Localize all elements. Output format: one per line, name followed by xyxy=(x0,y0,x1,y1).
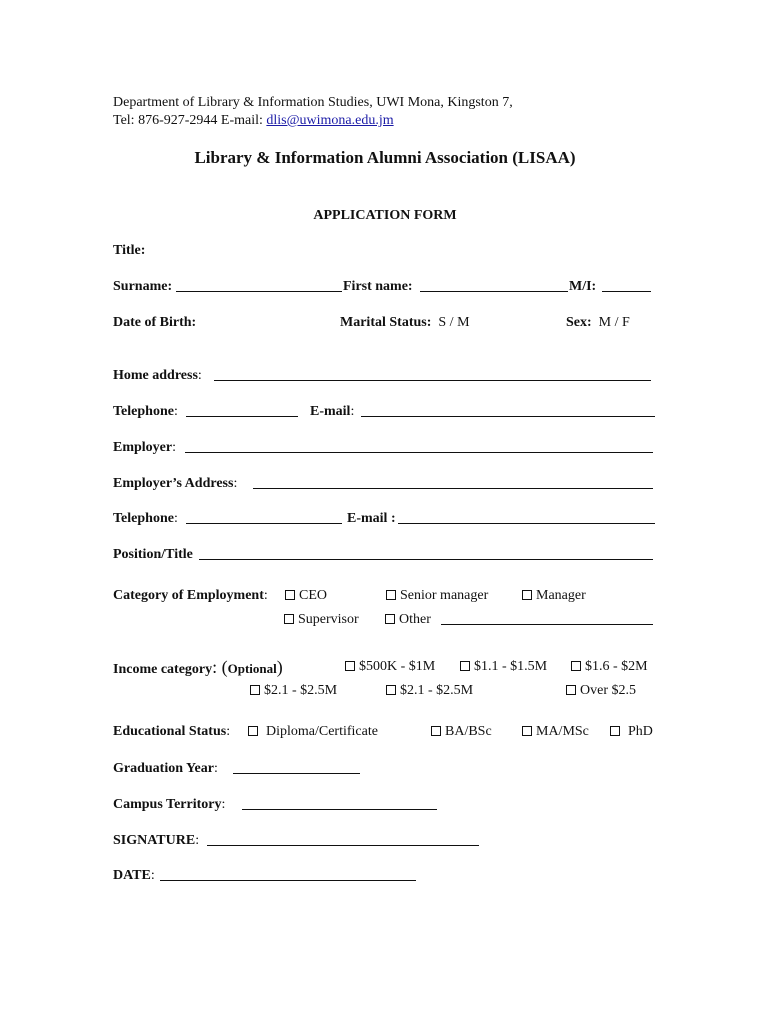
employer-field[interactable] xyxy=(185,440,653,453)
checkbox[interactable] xyxy=(248,726,258,736)
telephone2-field[interactable] xyxy=(186,511,342,524)
campus-field[interactable] xyxy=(242,797,437,810)
option-label: BA/BSc xyxy=(445,724,492,739)
telephone2-label: Telephone xyxy=(113,511,174,526)
employer-address-field[interactable] xyxy=(253,476,653,489)
home-address-row: Home address: xyxy=(113,368,202,383)
employment-option-ceo[interactable] xyxy=(285,588,327,604)
checkbox[interactable] xyxy=(386,590,396,600)
option-label: Manager xyxy=(536,588,586,603)
email2-label: E-mail : xyxy=(347,511,396,526)
telephone1-field[interactable] xyxy=(186,404,298,417)
campus-label: Campus Territory xyxy=(113,797,222,812)
option-label: $2.1 - $2.5M xyxy=(400,683,474,698)
signature-row: SIGNATURE: xyxy=(113,833,200,848)
home-address-label: Home address xyxy=(113,368,198,383)
income-option-6[interactable] xyxy=(566,683,636,699)
option-label: PhD xyxy=(628,724,653,739)
income-option-2[interactable] xyxy=(460,659,547,675)
marital-status xyxy=(340,315,470,331)
checkbox[interactable] xyxy=(345,661,355,671)
employer-row: Employer: xyxy=(113,440,176,455)
checkbox[interactable] xyxy=(460,661,470,671)
checkbox[interactable] xyxy=(610,726,620,736)
income-option-3[interactable] xyxy=(571,659,648,675)
option-label: Over $2.5 xyxy=(580,683,636,698)
employment-option-other[interactable] xyxy=(385,612,431,628)
income-option-4[interactable] xyxy=(250,683,337,699)
signature-field[interactable] xyxy=(207,833,479,846)
first-name-label: First name: xyxy=(343,279,413,294)
income-option-1[interactable] xyxy=(345,659,435,675)
employment-label: Category of Employment xyxy=(113,588,264,603)
option-label: MA/MSc xyxy=(536,724,589,739)
option-label: $1.1 - $1.5M xyxy=(474,659,548,674)
checkbox[interactable] xyxy=(522,590,532,600)
telephone1-row: Telephone: xyxy=(113,404,178,419)
graduation-field[interactable] xyxy=(233,761,360,774)
employment-option-supervisor[interactable] xyxy=(284,612,359,628)
education-label: Educational Status xyxy=(113,724,227,739)
employment-option-senior-manager[interactable] xyxy=(386,588,488,604)
document-title: Library & Information Alumni Association (LISAA) xyxy=(194,148,576,167)
marital-options[interactable]: S / M xyxy=(438,315,470,330)
email1-label: E-mail xyxy=(310,404,351,419)
date-label: DATE xyxy=(113,868,151,883)
first-name-field[interactable] xyxy=(420,279,568,292)
email1-row: E-mail: xyxy=(310,404,355,419)
education-row: Educational Status: xyxy=(113,724,231,739)
income-option-5[interactable] xyxy=(386,683,473,699)
education-option-ba[interactable] xyxy=(431,724,492,740)
department-line: Department of Library & Information Studies, UWI Mona, Kingston 7, xyxy=(113,95,513,110)
education-option-diploma[interactable] xyxy=(248,724,378,740)
mi-field[interactable] xyxy=(602,279,651,292)
option-label: $2.1 - $2.5M xyxy=(264,683,338,698)
option-label: $500K - $1M xyxy=(359,659,436,674)
position-field[interactable] xyxy=(199,547,653,560)
graduation-row: Graduation Year: xyxy=(113,761,218,776)
email1-field[interactable] xyxy=(361,404,655,417)
sex-label: Sex: xyxy=(566,315,592,330)
option-label: Supervisor xyxy=(298,612,359,627)
employer-address-row: Employer’s Address: xyxy=(113,476,238,491)
option-label: Other xyxy=(399,612,431,627)
employment-row: Category of Employment: xyxy=(113,588,268,603)
telephone2-row: Telephone: xyxy=(113,511,178,526)
sex xyxy=(566,315,630,331)
employer-address-label: Employer’s Address xyxy=(113,476,234,491)
option-label: CEO xyxy=(299,588,327,603)
campus-row: Campus Territory: xyxy=(113,797,226,812)
checkbox[interactable] xyxy=(431,726,441,736)
surname-label: Surname: xyxy=(113,279,173,294)
option-label: Senior manager xyxy=(400,588,489,603)
date-row: DATE: xyxy=(113,868,155,883)
signature-label: SIGNATURE xyxy=(113,833,196,848)
option-label: $1.6 - $2M xyxy=(585,659,648,674)
sex-options[interactable]: M / F xyxy=(598,315,630,330)
education-option-ma[interactable] xyxy=(522,724,589,740)
email-link[interactable]: dlis@uwimona.edu.jm xyxy=(266,113,394,128)
employer-label: Employer xyxy=(113,440,173,455)
checkbox[interactable] xyxy=(285,590,295,600)
email2-field[interactable] xyxy=(398,511,655,524)
mi-label: M/I: xyxy=(569,279,597,294)
option-label: Diploma/Certificate xyxy=(266,724,378,739)
title-label: Title: xyxy=(113,243,146,258)
surname-field[interactable] xyxy=(176,279,342,292)
date-field[interactable] xyxy=(160,868,416,881)
marital-label: Marital Status: xyxy=(340,315,432,330)
telephone1-label: Telephone xyxy=(113,404,174,419)
position-label: Position/Title xyxy=(113,547,193,562)
contact-phone: Tel: 876-927-2944 E-mail: xyxy=(113,113,267,128)
dob-label: Date of Birth: xyxy=(113,315,197,330)
checkbox[interactable] xyxy=(522,726,532,736)
employment-other-field[interactable] xyxy=(441,612,653,625)
checkbox[interactable] xyxy=(571,661,581,671)
form-subtitle: APPLICATION FORM xyxy=(313,208,457,223)
income-label: Income category xyxy=(113,662,213,677)
checkbox[interactable] xyxy=(566,685,576,695)
checkbox[interactable] xyxy=(386,685,396,695)
graduation-label: Graduation Year xyxy=(113,761,214,776)
home-address-field[interactable] xyxy=(214,368,651,381)
checkbox[interactable] xyxy=(284,614,294,624)
employment-option-manager[interactable] xyxy=(522,588,586,604)
checkbox[interactable] xyxy=(250,685,260,695)
income-row: Income category: (Optional) xyxy=(113,657,283,677)
income-optional: Optional xyxy=(227,661,277,676)
checkbox[interactable] xyxy=(385,614,395,624)
education-option-phd[interactable] xyxy=(610,724,653,740)
contact-line xyxy=(113,113,394,129)
